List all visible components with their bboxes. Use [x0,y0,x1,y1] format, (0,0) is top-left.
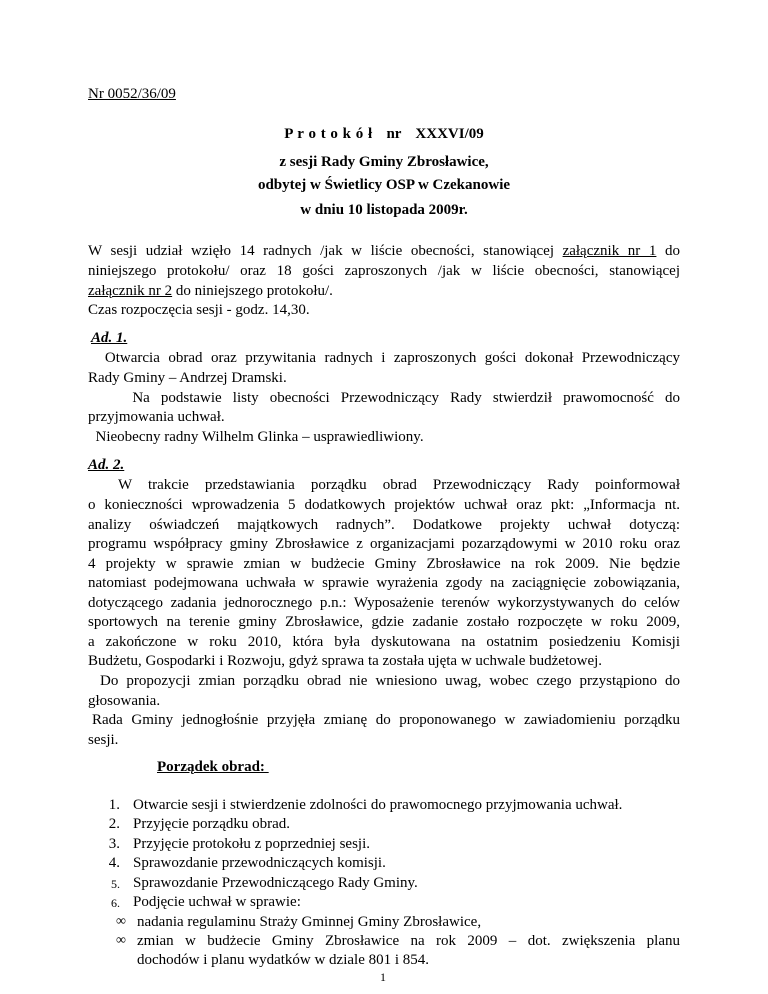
agenda-item-number: 1. [108,797,120,813]
agenda-item-number: 4. [108,855,120,871]
protocol-subtitle-date: w dniu 10 listopada 2009r. [300,202,468,218]
ad2-line: dotyczącego zadania jednorocznego p.n.: Wyposażenie terenów wykorzystywanych do celów [88,595,680,611]
attachment-1-reference: załącznik nr 1 [562,243,657,259]
protocol-subtitle-session: z sesji Rady Gminy Zbrosławice, [279,154,489,170]
protocol-subtitle-venue: odbytej w Świetlicy OSP w Czekanowie [257,177,511,193]
protocol-title: P r o t o k ó ł nr XXXVI/09 [284,126,484,142]
agenda-item-number: 5. [111,877,120,891]
ad2-line: Do propozycji zmian porządku obrad nie wniesiono uwag, wobec czego przystąpiono do [100,673,680,689]
agenda-subitem-continuation: dochodów i planu wydatków w dziale 801 i 854. [137,952,430,968]
attachment-2-reference: załącznik nr 2 [88,283,173,299]
agenda-item-number: 2. [108,816,120,832]
agenda-item-number: 6. [111,896,120,910]
agenda-item: Otwarcie sesji i stwierdzenie zdolności do prawomocnego przyjmowania uchwał. [133,797,623,813]
ad2-line: głosowania. [88,693,161,709]
ad2-line: programu współpracy gminy Zbrosławice z organizacjami pozarządowymi w 2010 roku oraz [88,536,680,552]
agenda-item: Sprawozdanie przewodniczących komisji. [133,855,386,871]
session-start-time: Czas rozpoczęcia sesji - godz. 14,30. [88,302,310,318]
ad1-line: Rady Gminy – Andrzej Dramski. [88,370,287,386]
ad2-line: 4 projekty w sprawie zmian w budżecie Gminy Zbrosławice na rok 2009. Nie będzie [88,556,680,572]
agenda-item: Przyjęcie porządku obrad. [133,816,291,832]
agenda-subitem: nadania regulaminu Straży Gminnej Gminy Zbrosławice, [137,914,482,930]
agenda-heading: Porządek obrad: [157,759,269,775]
agenda-item: Podjęcie uchwał w sprawie: [133,894,301,910]
ad2-line: sesji. [88,732,119,748]
ad2-heading: Ad. 2. [88,457,125,473]
intro-line: niniejszego protokołu/ oraz 18 gości zaproszonych /jak w liście obecności, stanowiącej [88,263,680,279]
ad1-line: przyjmowania uchwał. [88,409,225,425]
intro-text: W sesji udział wzięło 14 radnych /jak w liście obecności, stanowiącej [88,243,563,259]
intro-line [88,283,333,300]
ad2-line: o konieczności wprowadzenia 5 dodatkowych projektów uchwał oraz pkt: „Informacja nt. [88,497,680,513]
agenda-item: Przyjęcie protokołu z poprzedniej sesji. [133,836,371,852]
ad2-line: Rada Gminy jednogłośnie przyjęła zmianę do proponowanego w zawiadomieniu porządku [92,712,680,728]
ad2-line: W trakcie przedstawiania porządku obrad Przewodniczący Rady poinformował [118,477,680,493]
ad2-line: natomiast podejmowana uchwała w sprawie wyrażenia zgody na zaciągnięcie zobowiązania, [88,575,680,591]
page-number: 1 [380,970,386,984]
infinity-bullet-icon: ∞ [116,933,126,948]
intro-text: do niniejszego protokołu/. [172,283,333,299]
intro-text: do [656,243,681,259]
agenda-subitem: zmian w budżecie Gminy Zbrosławice na rok 2009 – dot. zwiększenia planu [137,933,680,949]
ad2-line: analizy oświadczeń majątkowych radnych”. Dodatkowe projekty uchwał dotyczą: [88,517,680,533]
ad2-line: a zakończone w roku 2010, która była dyskutowana na ostatnim posiedzeniu Komisji [88,634,680,650]
intro-line [88,243,680,260]
ad1-line: Na podstawie listy obecności Przewodniczący Rady stwierdził prawomocność do [88,390,680,406]
ad1-heading: Ad. 1. [91,330,128,346]
document-number: Nr 0052/36/09 [88,86,176,102]
ad2-line: Budżetu, Gospodarki i Rozwoju, gdyż sprawa ta została ujęta w uchwale budżetowej. [88,653,603,669]
ad2-line: sportowych na terenie gminy Zbrosławice, gdzie zadanie zostało rozpoczęte w roku 2009, [88,614,680,630]
infinity-bullet-icon: ∞ [116,914,126,929]
ad1-line: Otwarcia obrad oraz przywitania radnych i zaproszonych gości dokonał Przewodniczący [88,350,680,366]
ad1-line: Nieobecny radny Wilhelm Glinka – usprawiedliwiony. [88,429,424,445]
agenda-item-number: 3. [108,836,120,852]
agenda-item: Sprawozdanie Przewodniczącego Rady Gminy. [133,875,418,891]
